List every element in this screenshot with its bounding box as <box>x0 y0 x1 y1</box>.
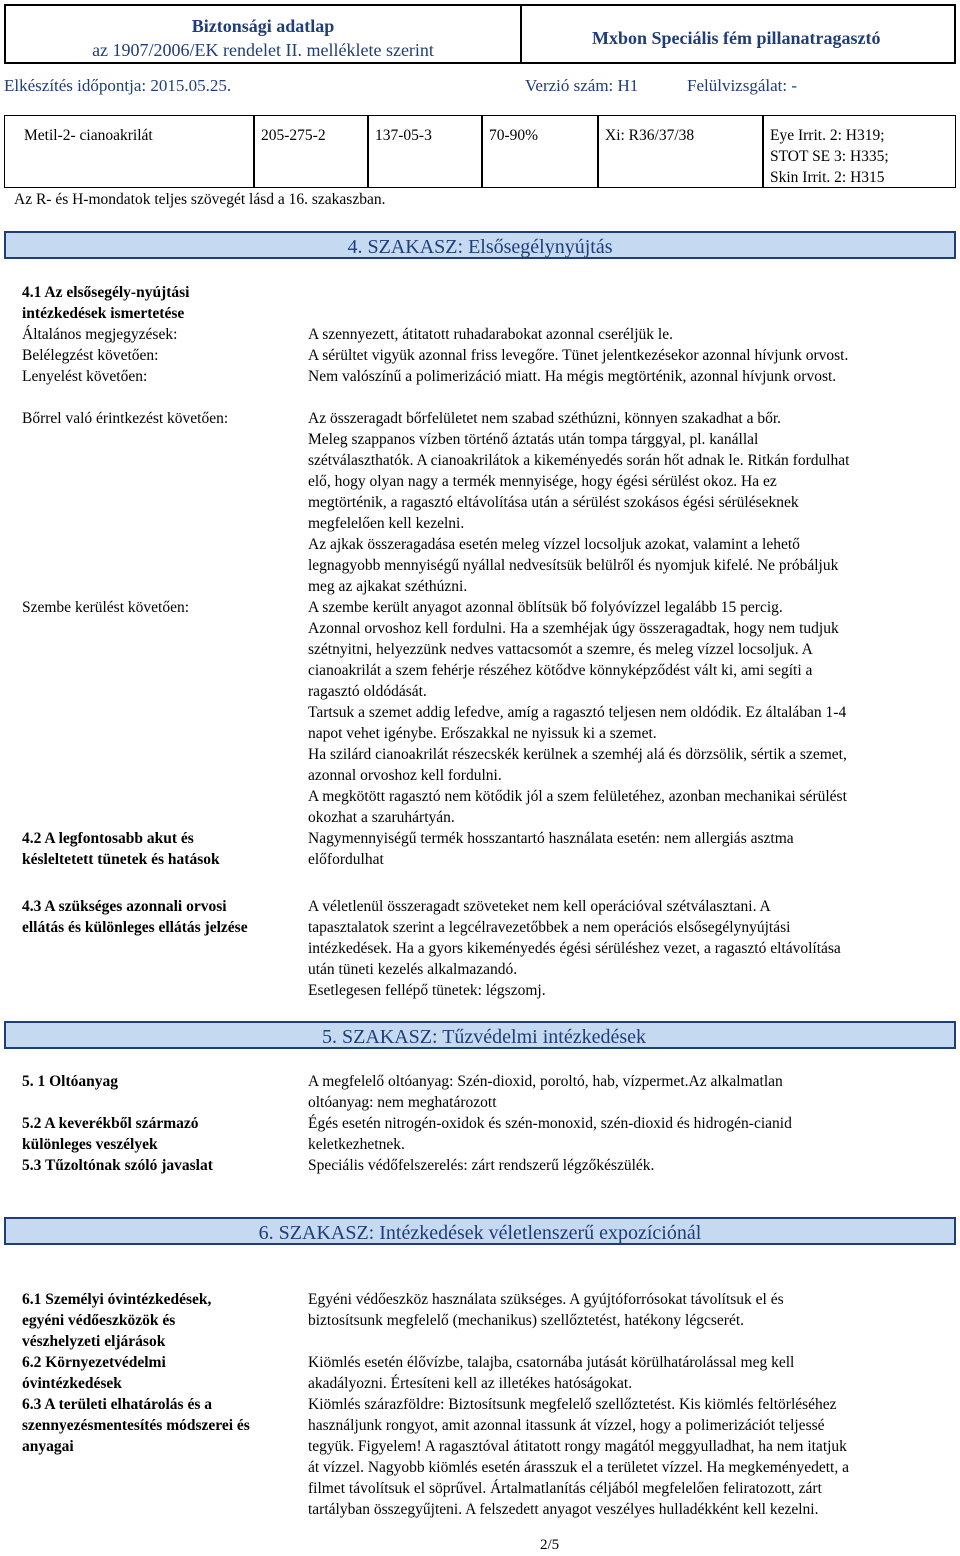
s42-text: Nagymennyiségű termék hosszantartó használata esetén: nem allergiás asztma előfordulhat <box>308 830 794 868</box>
general-label: Általános megjegyzések: <box>22 326 178 343</box>
s61-text: Egyéni védőeszköz használata szükséges. A gyújtóforrósokat távolítsuk el és biztosítsunk megfelelő (mechanikus) szellőztetést, hatékony légcserét. <box>308 1291 784 1329</box>
s43-text: A véletlenül összeragadt szöveteket nem kell operációval szétválasztani. A tapasztalatok szerint a legcélravezetőbbek a nem operációs elsősegélynyújtási intézkedések. Ha a gyors kikeményedés égési sérüléshez vezet, a ragasztó eltávolítása után tüneti kezelés alkalmazandó. Esetlegesen fellépő tünetek: légszomj. <box>308 898 841 999</box>
r-h-note: Az R- és H-mondatok teljes szövegét lásd a 16. szakaszban. <box>14 191 386 208</box>
inhalation-label: Belélegzést követően: <box>22 347 159 364</box>
s61-title: 6.1 Személyi óvintézkedések, egyéni védőeszközök és vészhelyzeti eljárások <box>22 1291 212 1350</box>
component-classification-new: Eye Irrit. 2: H319; STOT SE 3: H335; Skin Irrit. 2: H315 <box>770 127 889 186</box>
version-number: Verzió szám: H1 <box>525 76 639 95</box>
s42-title: 4.2 A legfontosabb akut és késleltetett tünetek és hatások <box>22 830 220 868</box>
eye-text: A szembe került anyagot azonnal öblítsük bő folyóvízzel legalább 15 percig. Azonnal orvoshoz kell fordulni. Ha a szemhéjak úgy összeragadtak, hogy nem tudjuk szétnyitni, helyezzünk nedves vattacsomót a szemre, és meleg vízzel locsoljuk. A cianoakrilát a szem fehérje részéhez kötődve könnyképződést vált ki, ami segíti a ragasztó oldódását. Tartsuk a szemet addig lefedve, amíg a ragasztó teljesen nem oldódik. Ez általában 1-4 napot vehet igénybe. Erőszakkal ne nyissuk ki a szemet. Ha szilárd cianoakrilát részecskék kerülnek a szemhéj alá és dörzsölik, sértik a szemet, azonnal orvoshoz kell fordulni. A megkötött ragasztó nem kötődik jól a szem felületéhez, azonban mechanikai sérülést okozhat a szaruhártyán. <box>308 599 847 826</box>
revision: Felülvizsgálat: - <box>687 76 798 95</box>
product-name: Mxbon Speciális fém pillanatragasztó <box>592 28 881 48</box>
header-regulation: az 1907/2006/EK rendelet II. melléklete szerint <box>92 40 434 60</box>
page-number: 2/5 <box>540 1537 560 1553</box>
s51-text: A megfelelő oltóanyag: Szén-dioxid, poroltó, hab, vízpermet.Az alkalmatlan oltóanyag: nem meghatározott <box>308 1073 783 1111</box>
component-cas: 137-05-3 <box>375 127 432 144</box>
skin-label: Bőrrel való érintkezést követően: <box>22 410 229 427</box>
general-text: A szennyezett, átitatott ruhadarabokat azonnal cseréljük le. <box>308 326 673 343</box>
component-concentration: 70-90% <box>489 127 539 144</box>
component-name: Metil-2- cianoakrilát <box>24 127 153 144</box>
s62-text: Kiömlés esetén élővízbe, talajba, csatornába jutását körülhatárolással meg kell akadályozni. Értesíteni kell az illetékes hatóságokat. <box>308 1354 795 1392</box>
ingestion-text: Nem valószínű a polimerizáció miatt. Ha mégis megtörténik, azonnal hívjunk orvost. <box>308 368 837 385</box>
s53-title: 5.3 Tűzoltónak szóló javaslat <box>22 1157 213 1174</box>
s63-text: Kiömlés szárazföldre: Biztosítsunk megfelelő szellőztetést. Kis kiömlés feltörléséhez használjunk rongyot, amit azonnal itassunk át vízzel, hogy a polimerizációt teljessé tegyük. Figyelem! A ragasztóval átitatott rongy magától meggyulladhat, ha nem itatjuk át vízzel. Nagyobb kiömlés esetén árasszuk el a területet vízzel. Ha megkeményedett, a filmet távolítsuk el söprűvel. Ártalmatlanítás céljából megfelelően feliratozott, zárt tartályban összegyűjteni. A felszedett anyagot veszélyes hulladékként kell kezelni. <box>308 1396 849 1518</box>
section4-title: 4. SZAKASZ: Elsősegélynyújtás <box>4 231 956 259</box>
section6-title: 6. SZAKASZ: Intézkedések véletlenszerű expozíciónál <box>4 1217 956 1245</box>
eye-label: Szembe kerülést követően: <box>22 599 190 616</box>
s62-title: 6.2 Környezetvédelmi óvintézkedések <box>22 1354 166 1392</box>
s53-text: Speciális védőfelszerelés: zárt rendszerű légzőkészülék. <box>308 1157 655 1174</box>
s63-title: 6.3 A területi elhatárolás és a szennyezésmentesítés módszerei és anyagai <box>22 1396 250 1455</box>
skin-text: Az összeragadt bőrfelületet nem szabad széthúzni, könnyen szakadhat a bőr. Meleg szappanos vízben történő áztatás után tompa tárggyal, pl. kanállal szétválaszthatók. A cianoakrilátok a kikeményedés során hőt adnak le. Ritkán fordulhat elő, hogy olyan nagy a termék mennyisége, hogy égési sérülést okoz. Ha ez megtörténik, a ragasztó eltávolítása után a sérülést szokásos égési sérüléseknek megfelelően kell kezelni. Az ajkak összeragadása esetén meleg vízzel locsoljuk azokat, valamint a lehető legnagyobb mennyiségű nyállal nedvesítsük belülről és nyomjuk kifelé. Ne próbáljuk meg az ajkakat széthúzni. <box>308 410 850 595</box>
section5-title: 5. SZAKASZ: Tűzvédelmi intézkedések <box>4 1021 956 1049</box>
s52-text: Égés esetén nitrogén-oxidok és szén-monoxid, szén-dioxid és hidrogén-cianid keletkezhetnek. <box>308 1115 792 1153</box>
header-title: Biztonsági adatlap <box>191 16 335 36</box>
component-ec: 205-275-2 <box>261 127 326 144</box>
s52-title: 5.2 A keverékből származó különleges veszélyek <box>22 1115 199 1153</box>
s41-title: 4.1 Az elsősegély-nyújtási intézkedések ismertetése <box>22 284 190 322</box>
s51-title: 5. 1 Oltóanyag <box>22 1073 119 1090</box>
component-classification-old: Xi: R36/37/38 <box>605 127 695 144</box>
s43-title: 4.3 A szükséges azonnali orvosi ellátás és különleges ellátás jelzése <box>22 898 248 936</box>
prepared-date: Elkészítés időpontja: 2015.05.25. <box>4 76 232 95</box>
inhalation-text: A sérültet vigyük azonnal friss levegőre. Tünet jelentkezésekor azonnal hívjunk orvost. <box>308 347 849 364</box>
ingestion-label: Lenyelést követően: <box>22 368 148 385</box>
